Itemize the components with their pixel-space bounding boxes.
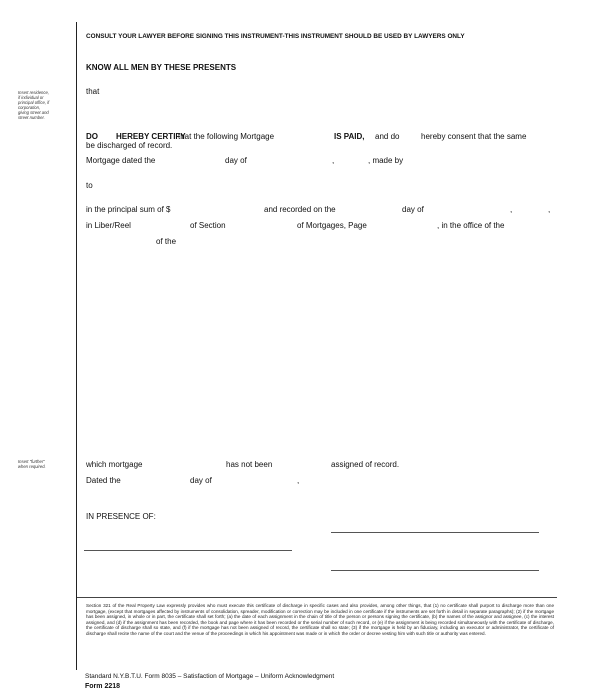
- dated-comma: ,: [297, 476, 300, 485]
- recorded-comma-2: ,: [548, 205, 551, 214]
- footer-standard-form: Standard N.Y.B.T.U. Form 8035 – Satisfaction of Mortgage – Uniform Acknowledgment: [85, 673, 335, 680]
- of-mortgages-page-label: of Mortgages, Page: [297, 221, 367, 230]
- is-paid-label: IS PAID,: [334, 132, 365, 141]
- footer-form-number: Form 2218: [85, 683, 121, 690]
- mortgage-text: that the following Mortgage: [178, 132, 275, 141]
- witness-signature-line[interactable]: [84, 550, 292, 551]
- assigned-label: assigned of record.: [331, 460, 400, 469]
- mortgage-dated-label: Mortgage dated the: [86, 156, 156, 165]
- made-by-label: , made by: [368, 156, 404, 165]
- margin-note-residence: Insert residence, if individual or principal office, if corporation, giving street and street number.: [18, 90, 50, 120]
- which-mortgage-label: which mortgage: [86, 460, 143, 469]
- in-presence-label: IN PRESENCE OF:: [86, 512, 156, 521]
- mortgage-comma: ,: [332, 156, 335, 165]
- principal-sum-label: in the principal sum of $: [86, 205, 171, 214]
- mortgage-day-of-label: day of: [225, 156, 247, 165]
- margin-note-further: Insert "further" when required.: [18, 459, 46, 469]
- of-section-label: of Section: [190, 221, 226, 230]
- recorded-on-label: and recorded on the: [264, 205, 336, 214]
- hereby-certify-label: HEREBY CERTIFY: [116, 132, 186, 141]
- legal-divider: [77, 597, 557, 598]
- signature-line-2[interactable]: [331, 570, 539, 571]
- know-all-heading: KNOW ALL MEN BY THESE PRESENTS: [86, 63, 237, 72]
- dated-day-of-label: day of: [190, 476, 212, 485]
- not-been-label: has not been: [226, 460, 273, 469]
- office-of-label: , in the office of the: [437, 221, 505, 230]
- signature-line-1[interactable]: [331, 532, 539, 533]
- to-label: to: [86, 181, 93, 190]
- liber-reel-label: in Liber/Reel: [86, 221, 131, 230]
- left-margin-rule: [76, 22, 77, 670]
- recorded-day-of-label: day of: [402, 205, 424, 214]
- legal-notice-text: Section 321 of the Real Property Law expressly provides who must execute this certificate of discharge in specific cases and also provides, among other things, that (1) no certificate shall purport to discharge more than one mortgage, (except that mortgages affected by instruments of consolidation, spreader, modification or correction may be included in one certificate if the instruments are set forth in detail in separate paragraphs); (2) if the mortgage has been assigned, in whole or in part, the certificate shall set forth; (a) the date of each assignment in the chain of title of the person or persons signing the certificate, (b) the names of the assignor and assignee, (c) the interest assigned, and (d) if the assignment has been recorded, the book and page where it has been recorded or the serial number of such record, or (e) if the assignment is being recorded simultaneously with the certificate of discharge, the certificate of discharge shall so state, and (f) if the mortgage has not been assigned of record, the certificate shall so state; (3) if the mortgage is held by an fiduciary, including an executor or administrator, the certificate of discharge shall recite the name of the court and the venue of the proceedings in which his appointment was made or in which the order or decree vesting him with such title or authority was entered.: [86, 603, 554, 636]
- do-label: DO: [86, 132, 98, 141]
- and-do-label: and do: [375, 132, 400, 141]
- discharged-label: be discharged of record.: [86, 141, 173, 150]
- consult-lawyer-notice: CONSULT YOUR LAWYER BEFORE SIGNING THIS INSTRUMENT-THIS INSTRUMENT SHOULD BE USED BY LAWYERS ONLY: [86, 33, 465, 40]
- consent-label: hereby consent that the same: [421, 132, 527, 141]
- of-the-label: of the: [156, 237, 177, 246]
- dated-the-label: Dated the: [86, 476, 121, 485]
- that-label: that: [86, 87, 100, 96]
- recorded-comma-1: ,: [510, 205, 513, 214]
